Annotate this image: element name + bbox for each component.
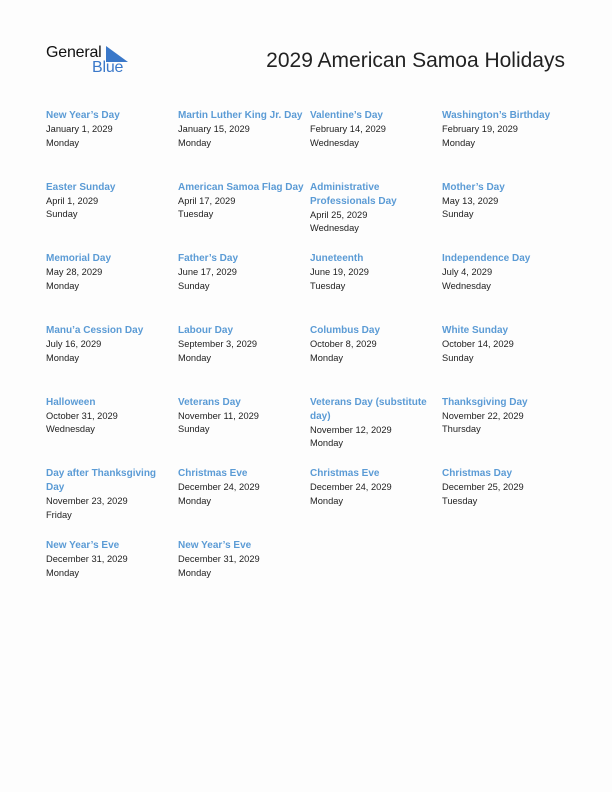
holiday-date: December 31, 2029 bbox=[46, 554, 128, 565]
holiday-item bbox=[442, 181, 574, 253]
holiday-date: July 4, 2029 bbox=[442, 267, 493, 278]
holiday-weekday: Monday bbox=[178, 352, 212, 363]
holiday-item bbox=[178, 467, 310, 539]
holiday-name: Columbus Day bbox=[310, 325, 381, 337]
holiday-weekday: Tuesday bbox=[442, 496, 478, 507]
logo-text-general: General bbox=[46, 44, 102, 61]
holiday-date: December 24, 2029 bbox=[310, 482, 392, 493]
holiday-weekday: Monday bbox=[46, 280, 80, 291]
holiday-item bbox=[46, 181, 178, 253]
holiday-item bbox=[178, 252, 310, 324]
holiday-item bbox=[310, 467, 442, 539]
holiday-name: Easter Sunday bbox=[46, 181, 116, 193]
holiday-name: New Year’s Eve bbox=[178, 540, 252, 552]
holiday-name: Christmas Eve bbox=[178, 468, 248, 480]
holiday-date: April 17, 2029 bbox=[178, 195, 236, 206]
holiday-date: April 25, 2029 bbox=[310, 209, 368, 220]
holiday-name: Memorial Day bbox=[46, 253, 112, 265]
holiday-item bbox=[46, 467, 178, 539]
holiday-weekday: Friday bbox=[46, 510, 72, 521]
holiday-item bbox=[442, 467, 574, 539]
holiday-item bbox=[178, 396, 310, 468]
holiday-weekday: Monday bbox=[442, 137, 476, 148]
holiday-date: January 1, 2029 bbox=[46, 124, 113, 134]
holiday-item bbox=[442, 396, 574, 468]
holiday-weekday: Tuesday bbox=[310, 280, 346, 291]
holiday-item bbox=[46, 109, 178, 181]
holiday-weekday: Thursday bbox=[442, 424, 481, 435]
logo bbox=[46, 44, 136, 80]
holiday-item bbox=[310, 181, 442, 253]
holiday-name: Christmas Eve bbox=[310, 468, 380, 480]
logo-text-blue: Blue bbox=[92, 59, 124, 76]
holiday-item bbox=[46, 252, 178, 324]
holiday-name: Veterans Day bbox=[178, 396, 241, 408]
holiday-date: November 22, 2029 bbox=[442, 410, 524, 421]
holiday-weekday: Monday bbox=[310, 352, 344, 363]
holiday-date: June 17, 2029 bbox=[178, 267, 237, 278]
holiday-item bbox=[442, 109, 574, 181]
holiday-date: January 15, 2029 bbox=[178, 124, 250, 134]
holiday-name: New Year’s Eve bbox=[46, 540, 120, 552]
holiday-item bbox=[442, 324, 574, 396]
holiday-date: May 13, 2029 bbox=[442, 195, 499, 206]
holiday-item bbox=[46, 539, 178, 611]
holiday-name: Mother’s Day bbox=[442, 181, 505, 193]
holiday-weekday: Wednesday bbox=[46, 424, 95, 435]
holiday-weekday: Monday bbox=[178, 137, 212, 148]
holiday-name: Thanksgiving Day bbox=[442, 396, 528, 408]
holiday-date: July 16, 2029 bbox=[46, 339, 102, 350]
holiday-name: Labour Day bbox=[178, 325, 234, 337]
holiday-weekday: Wednesday bbox=[310, 137, 359, 148]
holiday-item bbox=[310, 396, 442, 468]
holiday-weekday: Monday bbox=[310, 496, 344, 507]
page-title: 2029 American Samoa Holidays bbox=[266, 49, 565, 72]
holiday-item bbox=[310, 252, 442, 324]
holiday-weekday: Wednesday bbox=[310, 223, 359, 234]
holiday-date: December 25, 2029 bbox=[442, 482, 524, 493]
holiday-item bbox=[178, 181, 310, 253]
holiday-name: Halloween bbox=[46, 396, 96, 408]
holiday-weekday: Monday bbox=[46, 137, 80, 148]
holiday-date: December 31, 2029 bbox=[178, 554, 260, 565]
holiday-weekday: Sunday bbox=[442, 209, 474, 220]
holiday-date: May 28, 2029 bbox=[46, 267, 103, 278]
holiday-name: New Year’s Day bbox=[46, 110, 120, 121]
holiday-weekday: Sunday bbox=[178, 424, 210, 435]
holiday-date: November 12, 2029 bbox=[310, 424, 392, 435]
holiday-item bbox=[178, 539, 310, 611]
holiday-date: October 31, 2029 bbox=[46, 410, 118, 421]
holiday-weekday: Sunday bbox=[46, 209, 78, 220]
holiday-date: December 24, 2029 bbox=[178, 482, 260, 493]
holiday-date: February 19, 2029 bbox=[442, 124, 518, 134]
holiday-weekday: Sunday bbox=[178, 280, 210, 291]
holiday-name: Valentine’s Day bbox=[310, 110, 383, 121]
holiday-date: October 14, 2029 bbox=[442, 339, 514, 350]
holiday-name: Veterans Day (substitute day) bbox=[310, 396, 427, 422]
holiday-name: Independence Day bbox=[442, 253, 531, 265]
holiday-date: June 19, 2029 bbox=[310, 267, 369, 278]
holiday-name: Martin Luther King Jr. Day bbox=[178, 110, 303, 121]
holiday-name: Administrative Professionals Day bbox=[310, 181, 397, 207]
holiday-date: April 1, 2029 bbox=[46, 195, 99, 206]
holiday-grid bbox=[46, 109, 576, 611]
holiday-name: Christmas Day bbox=[442, 468, 513, 480]
holiday-name: Juneteenth bbox=[310, 253, 364, 265]
holiday-item bbox=[46, 324, 178, 396]
holiday-weekday: Sunday bbox=[442, 352, 474, 363]
holiday-weekday: Monday bbox=[178, 567, 212, 578]
holiday-item bbox=[310, 324, 442, 396]
holiday-name: Washington’s Birthday bbox=[442, 110, 551, 121]
holiday-weekday: Monday bbox=[178, 496, 212, 507]
holiday-date: September 3, 2029 bbox=[178, 339, 258, 350]
holiday-item bbox=[310, 109, 442, 181]
holiday-weekday: Monday bbox=[46, 567, 80, 578]
holiday-name: Father’s Day bbox=[178, 253, 239, 265]
holiday-item bbox=[442, 252, 574, 324]
holiday-date: November 11, 2029 bbox=[178, 410, 259, 421]
holiday-item bbox=[178, 324, 310, 396]
holiday-date: February 14, 2029 bbox=[310, 124, 386, 134]
holiday-weekday: Monday bbox=[310, 438, 344, 449]
holiday-item bbox=[178, 109, 310, 181]
holiday-item bbox=[46, 396, 178, 468]
holiday-date: October 8, 2029 bbox=[310, 339, 377, 350]
holiday-name: White Sunday bbox=[442, 325, 509, 337]
holiday-weekday: Wednesday bbox=[442, 280, 491, 291]
holiday-date: November 23, 2029 bbox=[46, 496, 128, 507]
holiday-weekday: Tuesday bbox=[178, 209, 214, 220]
holiday-name: Day after Thanksgiving Day bbox=[46, 468, 157, 494]
holiday-weekday: Monday bbox=[46, 352, 80, 363]
holiday-name: American Samoa Flag Day bbox=[178, 181, 304, 193]
holiday-name: Manu’a Cession Day bbox=[46, 325, 144, 337]
